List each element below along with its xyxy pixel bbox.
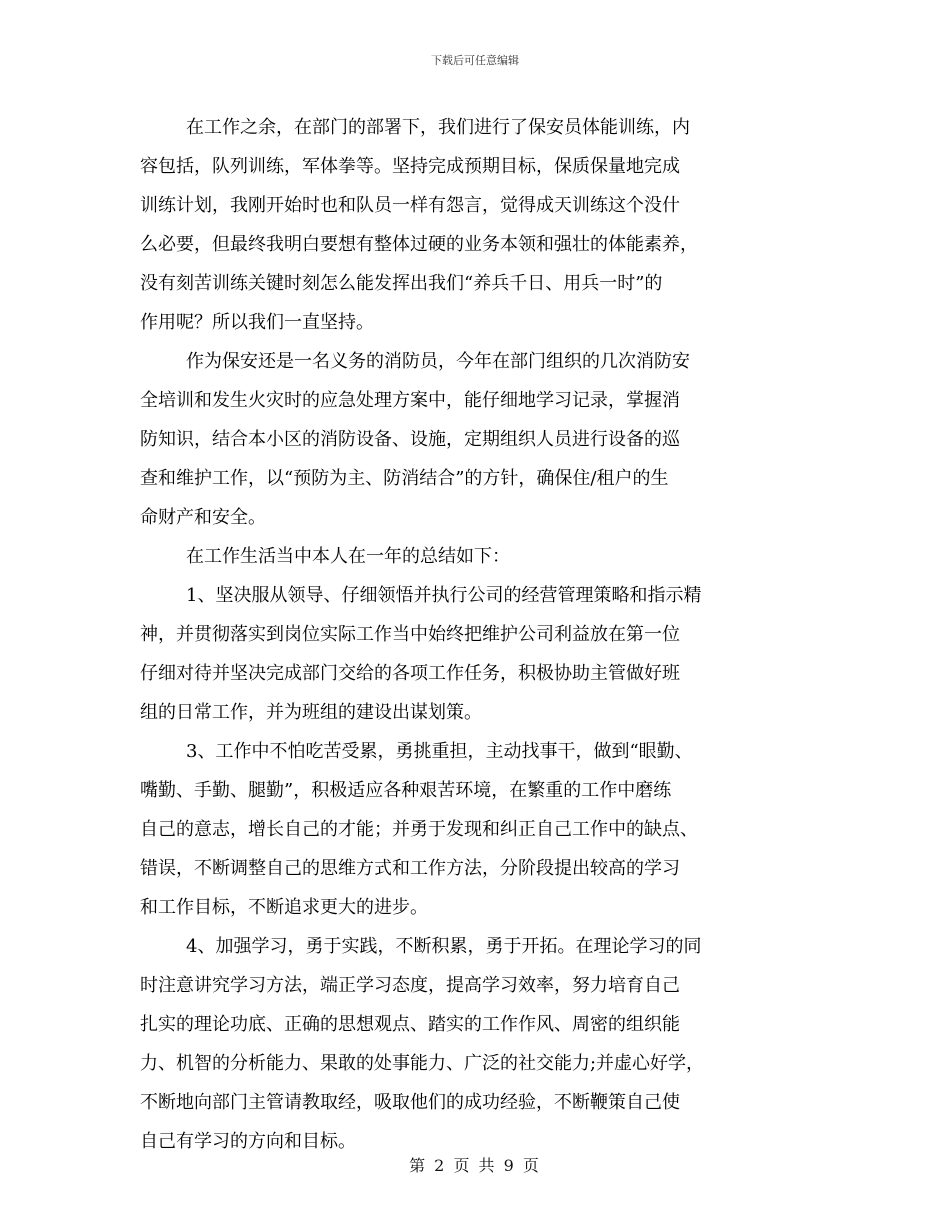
document-body bbox=[140, 108, 822, 1161]
paragraph-line: 自己的意志，增长自己的才能；并勇于发现和纠正自己工作中的缺点、 bbox=[140, 819, 698, 840]
header-note: 下载后可任意编辑 bbox=[431, 54, 519, 67]
paragraph-line: 容包括，队列训练，军体拳等。坚持完成预期目标，保质保量地完成 bbox=[140, 156, 680, 177]
paragraph-line: 没有刻苦训练关键时刻怎么能发挥出我们“养兵千日、用兵一时”的 bbox=[140, 273, 663, 294]
paragraph-line: 在工作生活当中本人在一年的总结如下： bbox=[186, 546, 510, 567]
paragraph-line: 时注意讲究学习方法，端正学习态度，提高学习效率，努力培育自己 bbox=[140, 975, 680, 996]
paragraph-line: 全培训和发生火灾时的应急处理方案中，能仔细地学习记录，掌握消 bbox=[140, 390, 680, 411]
paragraph-line: 1、坚决服从领导、仔细领悟并执行公司的经营管理策略和指示精 bbox=[186, 585, 702, 606]
paragraph-line: 错误，不断调整自己的思维方式和工作方法，分阶段提出较高的学习 bbox=[140, 858, 680, 879]
paragraph-line: 命财产和安全。 bbox=[140, 507, 266, 528]
paragraph-line: 训练计划，我刚开始时也和队员一样有怨言，觉得成天训练这个没什 bbox=[140, 195, 680, 216]
page-number: 第 2 页 共 9 页 bbox=[409, 1156, 541, 1175]
paragraph-line: 么必要，但最终我明白要想有整体过硬的业务本领和强壮的体能素养， bbox=[140, 234, 698, 255]
paragraph-line: 嘴勤、手勤、腿勤”，积极适应各种艰苦环境，在繁重的工作中磨练 bbox=[140, 780, 672, 801]
paragraph-line: 自己有学习的方向和目标。 bbox=[140, 1131, 356, 1152]
paragraph-line: 不断地向部门主管请教取经，吸取他们的成功经验，不断鞭策自己使 bbox=[140, 1092, 680, 1113]
paragraph-line: 防知识，结合本小区的消防设备、设施，定期组织人员进行设备的巡 bbox=[140, 429, 680, 450]
paragraph-line: 4、加强学习，勇于实践，不断积累，勇于开拓。在理论学习的同 bbox=[186, 936, 702, 957]
paragraph-line: 组的日常工作，并为班组的建设出谋划策。 bbox=[140, 702, 482, 723]
paragraph-line: 力、机智的分析能力、果敢的处事能力、广泛的社交能力;并虚心好学， bbox=[140, 1053, 705, 1074]
paragraph-line: 查和维护工作，以“预防为主、防消结合”的方针，确保住/租户的生 bbox=[140, 468, 669, 489]
paragraph-line: 作用呢？所以我们一直坚持。 bbox=[140, 312, 374, 333]
paragraph-line: 仔细对待并坚决完成部门交给的各项工作任务，积极协助主管做好班 bbox=[140, 663, 680, 684]
paragraph-line: 扎实的理论功底、正确的思想观点、踏实的工作作风、周密的组织能 bbox=[140, 1014, 680, 1035]
paragraph-line: 3、工作中不怕吃苦受累，勇挑重担，主动找事干，做到“眼勤、 bbox=[186, 741, 693, 762]
paragraph-line: 作为保安还是一名义务的消防员，今年在部门组织的几次消防安 bbox=[186, 351, 690, 372]
paragraph-line: 在工作之余，在部门的部署下，我们进行了保安员体能训练，内 bbox=[186, 117, 690, 138]
paragraph-line: 和工作目标，不断追求更大的进步。 bbox=[140, 897, 428, 918]
paragraph-line: 神，并贯彻落实到岗位实际工作当中始终把维护公司利益放在第一位 bbox=[140, 624, 680, 645]
